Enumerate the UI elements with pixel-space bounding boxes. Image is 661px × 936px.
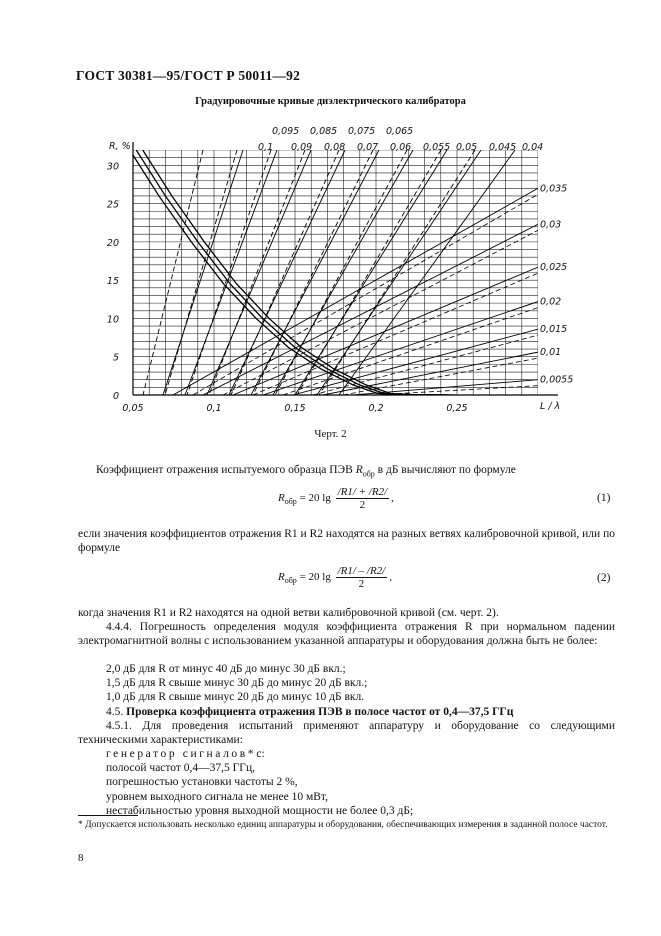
formula1-lhs: R bbox=[278, 492, 285, 505]
section-4-5-number: 4.5. bbox=[106, 706, 124, 718]
y-tick-label: 0 bbox=[112, 391, 119, 402]
page-number: 8 bbox=[78, 852, 84, 864]
p1-before: Коэффициент отражения испытуемого образца ПЭВ bbox=[96, 464, 356, 476]
curve-label-top-upper: 0,065 bbox=[386, 126, 414, 137]
paragraph-formula2-intro: если значения коэффициентов отражения R1 и R2 находятся на разных ветвях калибровочной кривой, или по формуле bbox=[78, 528, 615, 555]
p1-sub: обр bbox=[362, 469, 375, 479]
generator-mark: * с: bbox=[247, 748, 265, 760]
paragraph-4-5-1: 4.5.1. Для проведения испытаний применяют аппаратуру и оборудование со следующими техническими характеристиками: bbox=[78, 720, 615, 747]
x-tick-label: 0,1 bbox=[206, 403, 222, 414]
curve-label-top-lower: 0,045 bbox=[489, 142, 517, 153]
curve-label-top-lower: 0,07 bbox=[357, 142, 379, 153]
figure-title: Градуировочные кривые диэлектрического калибратора bbox=[195, 96, 466, 107]
formula1-numerator: /R1/ + /R2/ bbox=[337, 486, 388, 498]
formula-1 bbox=[278, 486, 394, 511]
p1-after: в дБ вычисляют по формуле bbox=[374, 464, 516, 476]
curve-label-right: 0,01 bbox=[540, 347, 562, 359]
y-tick-label: 15 bbox=[106, 276, 119, 288]
section-4-5-title: Проверка коэффициента отражения ПЭВ в полосе частот от 0,4—37,5 ГГц bbox=[126, 706, 514, 718]
plot-area bbox=[130, 150, 538, 395]
y-tick-label: 25 bbox=[106, 199, 119, 211]
calibration-ray bbox=[313, 335, 538, 395]
x-tick-label: 0,15 bbox=[284, 403, 306, 414]
formula1-tail: , bbox=[391, 492, 394, 505]
calibration-ray bbox=[253, 273, 538, 395]
error-item: 2,0 дБ для R от минус 40 дБ до минус 30 дБ вкл.; bbox=[106, 663, 346, 675]
curve-label-right: 0,03 bbox=[540, 219, 562, 231]
generator-item: уровнем выходного сигнала не менее 10 мВт, bbox=[106, 790, 328, 803]
calibration-chart bbox=[100, 120, 600, 420]
calibration-ray bbox=[203, 224, 538, 395]
y-tick-label: 10 bbox=[106, 314, 119, 326]
footnote-divider bbox=[78, 815, 138, 816]
curve-label-right: 0,015 bbox=[540, 324, 568, 336]
footnote: * Допускается использовать несколько единиц аппаратуры и оборудования, обеспечивающих измерения в заданной полосе частот. bbox=[78, 820, 608, 830]
formula2-eq: = 20 lg bbox=[299, 571, 331, 584]
curve-label-top-lower: 0,1 bbox=[258, 142, 274, 153]
formula1-fraction bbox=[336, 486, 390, 511]
y-tick-label: 20 bbox=[106, 237, 119, 249]
formula2-number: (2) bbox=[597, 572, 611, 584]
error-item: 1,5 дБ для R свыше минус 30 дБ до минус 20 дБ вкл.; bbox=[106, 677, 368, 690]
generator-label: генератор сигналов bbox=[106, 748, 248, 760]
paragraph-formula-intro bbox=[96, 463, 616, 482]
figure-caption: Черт. 2 bbox=[314, 428, 347, 440]
calibration-ray bbox=[263, 302, 538, 395]
x-tick-label: 0,2 bbox=[368, 403, 384, 414]
y-tick-label: 30 bbox=[106, 161, 119, 173]
curve-label-top-lower: 0,06 bbox=[390, 142, 412, 153]
formula1-eq: = 20 lg bbox=[299, 492, 331, 505]
p1-var: R bbox=[355, 464, 363, 476]
curve-label-right: 0,025 bbox=[540, 262, 568, 274]
x-axis-label: L / λ bbox=[540, 401, 561, 412]
formula2-lhs-sub: обр bbox=[284, 576, 297, 586]
curve-label-right: 0,02 bbox=[540, 296, 562, 308]
y-axis-label: R, % bbox=[109, 141, 131, 152]
formula2-numerator: /R1/ – /R2/ bbox=[337, 565, 386, 577]
generator-item: погрешностью установки частоты 2 %, bbox=[106, 776, 298, 789]
generator-heading bbox=[106, 747, 606, 761]
curve-label-top-lower: 0,05 bbox=[456, 142, 478, 153]
generator-item: полосой частот 0,4—37,5 ГГц, bbox=[106, 762, 255, 775]
paragraph-4-4-4: 4.4.4. Погрешность определения модуля коэффициента отражения R при нормальном падении электромагнитной волны с использованием указанной аппаратуры и оборудования должна быть не более: bbox=[78, 621, 615, 648]
formula1-lhs-sub: обр bbox=[284, 497, 297, 507]
curve-label-right: 0,0055 bbox=[540, 374, 574, 386]
generator-spec bbox=[106, 747, 606, 818]
formula1-number: (1) bbox=[597, 492, 611, 504]
paragraph-formula2-condition: когда значения R1 и R2 находятся на одной ветви калибровочной кривой (см. черт. 2). bbox=[78, 607, 499, 619]
calibration-ray bbox=[193, 194, 538, 395]
formula2-denominator: 2 bbox=[358, 578, 365, 590]
document-header: ГОСТ 30381—95/ГОСТ Р 50011—92 bbox=[76, 68, 301, 83]
curve-label-top-upper: 0,085 bbox=[310, 126, 338, 137]
y-tick-label: 5 bbox=[112, 352, 119, 364]
generator-item: нестабильностью уровня выходной мощности не более 0,3 дБ; bbox=[106, 804, 414, 817]
curve-label-top-lower: 0,09 bbox=[291, 142, 313, 153]
curve-label-top-lower: 0,04 bbox=[522, 142, 544, 153]
curve-label-top-upper: 0,095 bbox=[272, 126, 300, 137]
curve-label-top-lower: 0,055 bbox=[423, 142, 451, 153]
curve-label-top-upper: 0,075 bbox=[348, 126, 376, 137]
formula2-fraction bbox=[336, 565, 388, 590]
error-item: 1,0 дБ для R свыше минус 20 дБ до минус 10 дБ вкл. bbox=[106, 691, 365, 704]
error-list bbox=[106, 662, 606, 705]
calibration-ray bbox=[223, 230, 538, 395]
formula1-denominator: 2 bbox=[359, 499, 366, 511]
section-4-5-heading bbox=[106, 705, 626, 719]
formula-2 bbox=[278, 565, 392, 590]
curve-label-top-lower: 0,08 bbox=[324, 142, 346, 153]
x-tick-label: 0,05 bbox=[122, 403, 144, 414]
formula2-tail: , bbox=[389, 571, 392, 584]
formula2-lhs: R bbox=[278, 571, 285, 584]
x-tick-label: 0,25 bbox=[446, 403, 468, 414]
curve-label-right: 0,035 bbox=[540, 183, 568, 195]
